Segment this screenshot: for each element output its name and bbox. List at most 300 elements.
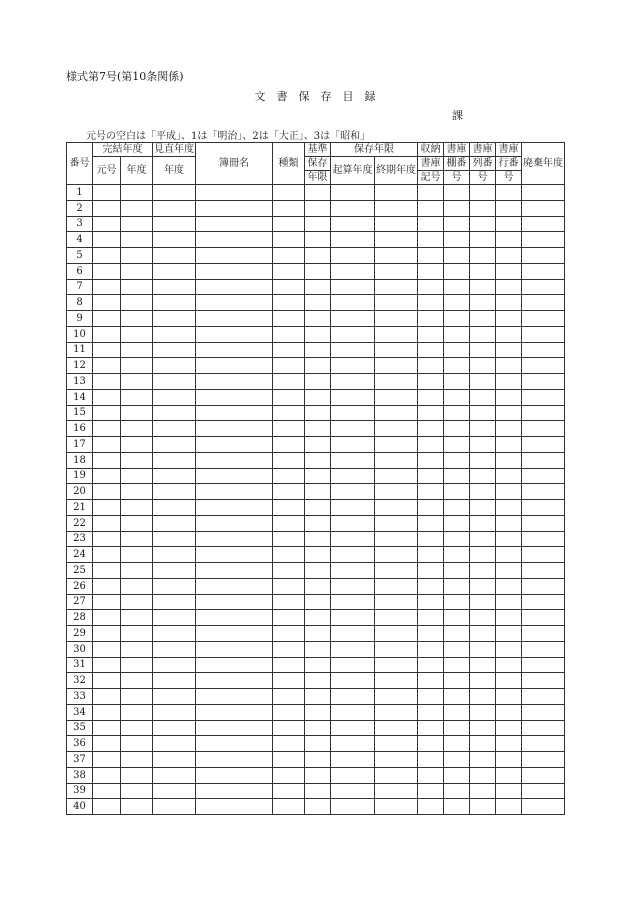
entry-cell[interactable] [444,610,470,626]
entry-cell[interactable] [305,452,331,468]
entry-cell[interactable] [196,689,273,705]
entry-cell[interactable] [305,767,331,783]
entry-cell[interactable] [273,437,305,453]
entry-cell[interactable] [470,484,496,500]
entry-cell[interactable] [444,326,470,342]
entry-cell[interactable] [444,752,470,768]
entry-cell[interactable] [331,500,375,516]
entry-cell[interactable] [522,358,565,374]
entry-cell[interactable] [121,626,153,642]
entry-cell[interactable] [470,216,496,232]
entry-cell[interactable] [153,704,196,720]
entry-cell[interactable] [470,342,496,358]
entry-cell[interactable] [93,783,121,799]
entry-cell[interactable] [522,783,565,799]
entry-cell[interactable] [331,484,375,500]
entry-cell[interactable] [496,783,522,799]
entry-cell[interactable] [273,232,305,248]
entry-cell[interactable] [93,405,121,421]
entry-cell[interactable] [153,594,196,610]
entry-cell[interactable] [522,326,565,342]
entry-cell[interactable] [522,657,565,673]
entry-cell[interactable] [93,547,121,563]
entry-cell[interactable] [93,689,121,705]
entry-cell[interactable] [331,657,375,673]
entry-cell[interactable] [418,232,444,248]
entry-cell[interactable] [418,657,444,673]
entry-cell[interactable] [305,389,331,405]
entry-cell[interactable] [444,626,470,642]
entry-cell[interactable] [121,657,153,673]
entry-cell[interactable] [305,547,331,563]
entry-cell[interactable] [273,689,305,705]
entry-cell[interactable] [522,405,565,421]
entry-cell[interactable] [496,374,522,390]
entry-cell[interactable] [375,405,418,421]
entry-cell[interactable] [496,342,522,358]
entry-cell[interactable] [273,421,305,437]
entry-cell[interactable] [375,342,418,358]
entry-cell[interactable] [418,689,444,705]
entry-cell[interactable] [375,484,418,500]
entry-cell[interactable] [331,594,375,610]
entry-cell[interactable] [196,263,273,279]
entry-cell[interactable] [375,657,418,673]
entry-cell[interactable] [153,342,196,358]
entry-cell[interactable] [196,295,273,311]
entry-cell[interactable] [331,216,375,232]
entry-cell[interactable] [93,468,121,484]
entry-cell[interactable] [444,468,470,484]
entry-cell[interactable] [331,563,375,579]
entry-cell[interactable] [93,185,121,201]
entry-cell[interactable] [470,563,496,579]
entry-cell[interactable] [331,704,375,720]
entry-cell[interactable] [496,484,522,500]
entry-cell[interactable] [93,279,121,295]
entry-cell[interactable] [153,468,196,484]
entry-cell[interactable] [418,437,444,453]
entry-cell[interactable] [470,641,496,657]
entry-cell[interactable] [273,295,305,311]
entry-cell[interactable] [470,389,496,405]
entry-cell[interactable] [331,232,375,248]
entry-cell[interactable] [496,626,522,642]
entry-cell[interactable] [196,704,273,720]
entry-cell[interactable] [375,421,418,437]
entry-cell[interactable] [375,547,418,563]
entry-cell[interactable] [273,405,305,421]
entry-cell[interactable] [196,578,273,594]
entry-cell[interactable] [121,610,153,626]
entry-cell[interactable] [375,720,418,736]
entry-cell[interactable] [273,468,305,484]
entry-cell[interactable] [196,185,273,201]
entry-cell[interactable] [496,295,522,311]
entry-cell[interactable] [93,626,121,642]
entry-cell[interactable] [121,783,153,799]
entry-cell[interactable] [496,736,522,752]
entry-cell[interactable] [331,452,375,468]
entry-cell[interactable] [470,200,496,216]
entry-cell[interactable] [418,295,444,311]
entry-cell[interactable] [375,767,418,783]
entry-cell[interactable] [305,578,331,594]
entry-cell[interactable] [496,185,522,201]
entry-cell[interactable] [121,799,153,815]
entry-cell[interactable] [470,500,496,516]
entry-cell[interactable] [418,704,444,720]
entry-cell[interactable] [93,594,121,610]
entry-cell[interactable] [375,799,418,815]
entry-cell[interactable] [121,437,153,453]
entry-cell[interactable] [121,216,153,232]
entry-cell[interactable] [496,437,522,453]
entry-cell[interactable] [418,342,444,358]
entry-cell[interactable] [331,295,375,311]
entry-cell[interactable] [93,232,121,248]
entry-cell[interactable] [121,200,153,216]
entry-cell[interactable] [93,515,121,531]
entry-cell[interactable] [522,200,565,216]
entry-cell[interactable] [418,263,444,279]
entry-cell[interactable] [93,437,121,453]
entry-cell[interactable] [153,641,196,657]
entry-cell[interactable] [470,736,496,752]
entry-cell[interactable] [305,563,331,579]
entry-cell[interactable] [121,185,153,201]
entry-cell[interactable] [196,452,273,468]
entry-cell[interactable] [375,500,418,516]
entry-cell[interactable] [153,326,196,342]
entry-cell[interactable] [470,799,496,815]
entry-cell[interactable] [196,657,273,673]
entry-cell[interactable] [331,531,375,547]
entry-cell[interactable] [153,248,196,264]
entry-cell[interactable] [196,563,273,579]
entry-cell[interactable] [305,736,331,752]
entry-cell[interactable] [418,531,444,547]
entry-cell[interactable] [305,421,331,437]
entry-cell[interactable] [93,799,121,815]
entry-cell[interactable] [331,578,375,594]
entry-cell[interactable] [375,673,418,689]
entry-cell[interactable] [196,437,273,453]
entry-cell[interactable] [375,200,418,216]
entry-cell[interactable] [153,405,196,421]
entry-cell[interactable] [418,326,444,342]
entry-cell[interactable] [496,452,522,468]
entry-cell[interactable] [522,547,565,563]
entry-cell[interactable] [470,673,496,689]
entry-cell[interactable] [93,736,121,752]
entry-cell[interactable] [331,783,375,799]
entry-cell[interactable] [305,531,331,547]
entry-cell[interactable] [375,295,418,311]
entry-cell[interactable] [375,626,418,642]
entry-cell[interactable] [121,531,153,547]
entry-cell[interactable] [305,342,331,358]
entry-cell[interactable] [470,578,496,594]
entry-cell[interactable] [273,200,305,216]
entry-cell[interactable] [196,547,273,563]
entry-cell[interactable] [93,200,121,216]
entry-cell[interactable] [522,295,565,311]
entry-cell[interactable] [153,531,196,547]
entry-cell[interactable] [121,673,153,689]
entry-cell[interactable] [418,468,444,484]
entry-cell[interactable] [153,752,196,768]
entry-cell[interactable] [273,547,305,563]
entry-cell[interactable] [375,610,418,626]
entry-cell[interactable] [153,767,196,783]
entry-cell[interactable] [496,563,522,579]
entry-cell[interactable] [496,389,522,405]
entry-cell[interactable] [196,389,273,405]
entry-cell[interactable] [444,689,470,705]
entry-cell[interactable] [444,547,470,563]
entry-cell[interactable] [93,358,121,374]
entry-cell[interactable] [522,185,565,201]
entry-cell[interactable] [496,704,522,720]
entry-cell[interactable] [375,358,418,374]
entry-cell[interactable] [470,263,496,279]
entry-cell[interactable] [522,389,565,405]
entry-cell[interactable] [121,358,153,374]
entry-cell[interactable] [196,342,273,358]
entry-cell[interactable] [522,484,565,500]
entry-cell[interactable] [375,232,418,248]
entry-cell[interactable] [444,641,470,657]
entry-cell[interactable] [196,232,273,248]
entry-cell[interactable] [418,200,444,216]
entry-cell[interactable] [196,484,273,500]
entry-cell[interactable] [375,326,418,342]
entry-cell[interactable] [305,326,331,342]
entry-cell[interactable] [375,578,418,594]
entry-cell[interactable] [375,736,418,752]
entry-cell[interactable] [418,783,444,799]
entry-cell[interactable] [418,799,444,815]
entry-cell[interactable] [496,263,522,279]
entry-cell[interactable] [305,468,331,484]
entry-cell[interactable] [331,641,375,657]
entry-cell[interactable] [121,248,153,264]
entry-cell[interactable] [418,578,444,594]
entry-cell[interactable] [153,515,196,531]
entry-cell[interactable] [305,500,331,516]
entry-cell[interactable] [522,311,565,327]
entry-cell[interactable] [305,358,331,374]
entry-cell[interactable] [196,421,273,437]
entry-cell[interactable] [121,641,153,657]
entry-cell[interactable] [444,374,470,390]
entry-cell[interactable] [418,452,444,468]
entry-cell[interactable] [153,657,196,673]
entry-cell[interactable] [496,248,522,264]
entry-cell[interactable] [470,232,496,248]
entry-cell[interactable] [375,311,418,327]
entry-cell[interactable] [273,185,305,201]
entry-cell[interactable] [496,752,522,768]
entry-cell[interactable] [196,468,273,484]
entry-cell[interactable] [273,578,305,594]
entry-cell[interactable] [331,311,375,327]
entry-cell[interactable] [121,279,153,295]
entry-cell[interactable] [305,185,331,201]
entry-cell[interactable] [522,704,565,720]
entry-cell[interactable] [331,736,375,752]
entry-cell[interactable] [121,421,153,437]
entry-cell[interactable] [470,720,496,736]
entry-cell[interactable] [331,689,375,705]
entry-cell[interactable] [196,767,273,783]
entry-cell[interactable] [93,720,121,736]
entry-cell[interactable] [522,626,565,642]
entry-cell[interactable] [418,185,444,201]
entry-cell[interactable] [470,767,496,783]
entry-cell[interactable] [331,610,375,626]
entry-cell[interactable] [93,704,121,720]
entry-cell[interactable] [470,326,496,342]
entry-cell[interactable] [273,389,305,405]
entry-cell[interactable] [305,657,331,673]
entry-cell[interactable] [470,185,496,201]
entry-cell[interactable] [305,374,331,390]
entry-cell[interactable] [522,452,565,468]
entry-cell[interactable] [153,295,196,311]
entry-cell[interactable] [496,311,522,327]
entry-cell[interactable] [331,279,375,295]
entry-cell[interactable] [153,263,196,279]
entry-cell[interactable] [444,594,470,610]
entry-cell[interactable] [273,783,305,799]
entry-cell[interactable] [273,736,305,752]
entry-cell[interactable] [196,641,273,657]
entry-cell[interactable] [418,515,444,531]
entry-cell[interactable] [444,657,470,673]
entry-cell[interactable] [470,421,496,437]
entry-cell[interactable] [153,578,196,594]
entry-cell[interactable] [522,752,565,768]
entry-cell[interactable] [196,610,273,626]
entry-cell[interactable] [305,279,331,295]
entry-cell[interactable] [121,500,153,516]
entry-cell[interactable] [153,484,196,500]
entry-cell[interactable] [418,547,444,563]
entry-cell[interactable] [331,626,375,642]
entry-cell[interactable] [331,515,375,531]
entry-cell[interactable] [273,641,305,657]
entry-cell[interactable] [93,578,121,594]
entry-cell[interactable] [522,689,565,705]
entry-cell[interactable] [375,563,418,579]
entry-cell[interactable] [93,657,121,673]
entry-cell[interactable] [375,452,418,468]
entry-cell[interactable] [305,720,331,736]
entry-cell[interactable] [444,185,470,201]
entry-cell[interactable] [153,311,196,327]
entry-cell[interactable] [470,358,496,374]
entry-cell[interactable] [496,610,522,626]
entry-cell[interactable] [305,200,331,216]
entry-cell[interactable] [196,594,273,610]
entry-cell[interactable] [305,311,331,327]
entry-cell[interactable] [121,578,153,594]
entry-cell[interactable] [153,389,196,405]
entry-cell[interactable] [273,263,305,279]
entry-cell[interactable] [196,248,273,264]
entry-cell[interactable] [496,531,522,547]
entry-cell[interactable] [470,405,496,421]
entry-cell[interactable] [305,610,331,626]
entry-cell[interactable] [418,248,444,264]
entry-cell[interactable] [331,752,375,768]
entry-cell[interactable] [305,783,331,799]
entry-cell[interactable] [273,673,305,689]
entry-cell[interactable] [273,216,305,232]
entry-cell[interactable] [196,216,273,232]
entry-cell[interactable] [196,720,273,736]
entry-cell[interactable] [153,185,196,201]
entry-cell[interactable] [470,547,496,563]
entry-cell[interactable] [444,783,470,799]
entry-cell[interactable] [121,484,153,500]
entry-cell[interactable] [470,594,496,610]
entry-cell[interactable] [375,185,418,201]
entry-cell[interactable] [496,500,522,516]
entry-cell[interactable] [470,704,496,720]
entry-cell[interactable] [418,405,444,421]
entry-cell[interactable] [444,248,470,264]
entry-cell[interactable] [418,500,444,516]
entry-cell[interactable] [273,704,305,720]
entry-cell[interactable] [153,547,196,563]
entry-cell[interactable] [496,358,522,374]
entry-cell[interactable] [121,389,153,405]
entry-cell[interactable] [121,295,153,311]
entry-cell[interactable] [153,500,196,516]
entry-cell[interactable] [273,279,305,295]
entry-cell[interactable] [496,515,522,531]
entry-cell[interactable] [331,405,375,421]
entry-cell[interactable] [121,311,153,327]
entry-cell[interactable] [93,500,121,516]
entry-cell[interactable] [153,452,196,468]
entry-cell[interactable] [522,263,565,279]
entry-cell[interactable] [93,421,121,437]
entry-cell[interactable] [305,641,331,657]
entry-cell[interactable] [153,232,196,248]
entry-cell[interactable] [522,468,565,484]
entry-cell[interactable] [121,689,153,705]
entry-cell[interactable] [305,263,331,279]
entry-cell[interactable] [444,421,470,437]
entry-cell[interactable] [496,200,522,216]
entry-cell[interactable] [375,468,418,484]
entry-cell[interactable] [153,358,196,374]
entry-cell[interactable] [273,626,305,642]
entry-cell[interactable] [331,263,375,279]
entry-cell[interactable] [496,594,522,610]
entry-cell[interactable] [470,437,496,453]
entry-cell[interactable] [273,767,305,783]
entry-cell[interactable] [496,578,522,594]
entry-cell[interactable] [444,720,470,736]
entry-cell[interactable] [470,610,496,626]
entry-cell[interactable] [153,374,196,390]
entry-cell[interactable] [93,452,121,468]
